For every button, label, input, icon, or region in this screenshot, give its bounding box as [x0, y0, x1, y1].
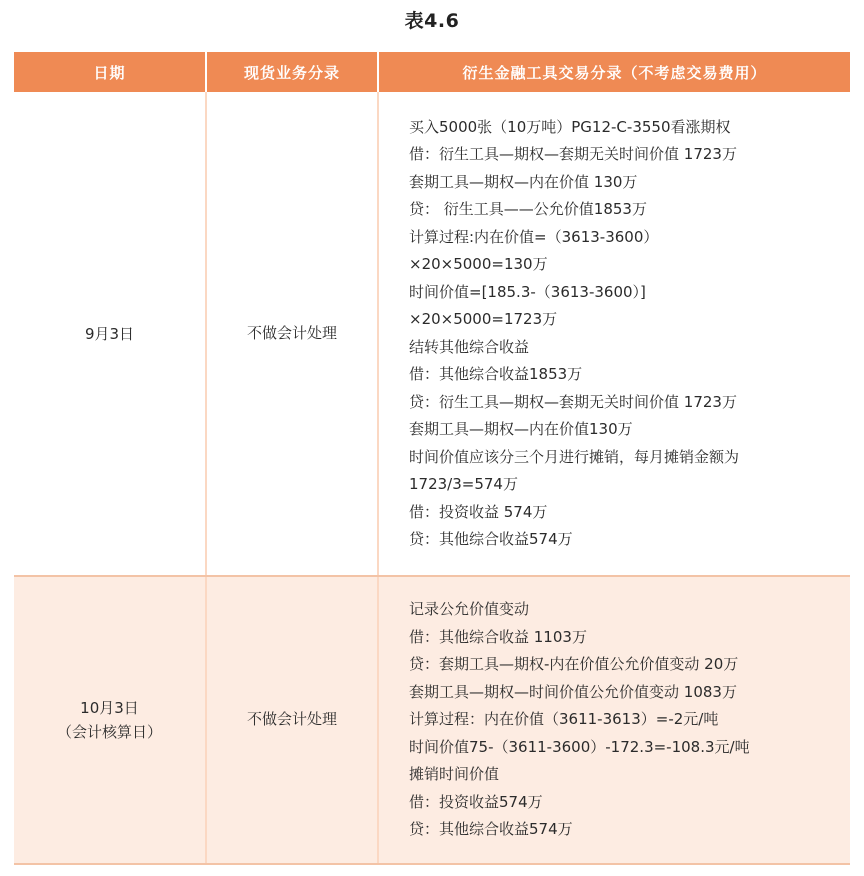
entry-line: 借：投资收益574万: [409, 792, 543, 811]
entry-line: 套期工具—期权—时间价值公允价值变动 1083万: [409, 682, 737, 701]
entry-line: 贷：其他综合收益574万: [409, 820, 573, 839]
entry-line: 摊销时间价值: [409, 765, 500, 784]
entry-line: 时间价值=[185.3-（3613-3600）]: [409, 282, 646, 301]
derivative-entry-cell: [378, 576, 850, 864]
entry-line: ×20×5000=130万: [409, 255, 548, 273]
date-text: 10月3日: [80, 699, 139, 717]
header-derivative-entry: 衍生金融工具交易分录（不考虑交易费用）: [378, 52, 850, 92]
entry-line: 借：投资收益 574万: [409, 502, 548, 521]
entry-line: 记录公允价值变动: [409, 600, 530, 619]
entry-line: 借：其他综合收益 1103万: [409, 627, 587, 646]
entry-line: 贷：套期工具—期权-内在价值公允价值变动 20万: [409, 655, 739, 674]
spot-entry-cell: 不做会计处理: [206, 576, 378, 864]
date-note: （会计核算日）: [56, 723, 162, 741]
spot-entry-cell: 不做会计处理: [206, 92, 378, 576]
entry-line: 时间价值应该分三个月进行摊销，每月摊销金额为: [409, 447, 740, 466]
entry-line: 贷： 衍生工具——公允价值1853万: [409, 200, 647, 218]
date-cell: [14, 92, 206, 576]
entry-line: ×20×5000=1723万: [409, 310, 558, 328]
entry-line: 1723/3=574万: [409, 475, 518, 493]
entry-line: 套期工具—期权—内在价值130万: [409, 420, 633, 438]
date-text: 9月3日: [84, 324, 135, 343]
entry-line: 计算过程:内在价值=（3613-3600）: [409, 227, 659, 246]
entry-line: 买入5000张（10万吨）PG12-C-3550看涨期权: [409, 117, 731, 136]
entry-line: 借：其他综合收益1853万: [409, 365, 583, 383]
header-spot-entry: 现货业务分录: [206, 52, 378, 92]
entry-line: 结转其他综合收益: [409, 337, 530, 356]
header-date: 日期: [14, 52, 206, 92]
entry-line: 贷：其他综合收益574万: [409, 530, 573, 548]
entry-line: 计算过程：内在价值（3611-3613）=-2元/吨: [409, 710, 719, 729]
table-header-row: [14, 52, 850, 92]
accounting-table: [14, 52, 850, 865]
table-title: 表4.6: [404, 10, 460, 32]
date-cell: [14, 576, 206, 864]
entry-line: 套期工具—期权—内在价值 130万: [409, 172, 638, 191]
derivative-entry-cell: [378, 92, 850, 576]
entry-line: 贷：衍生工具—期权—套期无关时间价值 1723万: [409, 392, 737, 411]
table-row: [14, 576, 850, 864]
table-row: [14, 92, 850, 576]
entry-line: 借：衍生工具—期权—套期无关时间价值 1723万: [409, 145, 737, 163]
entry-line: 时间价值75-（3611-3600）-172.3=-108.3元/吨: [409, 737, 750, 756]
